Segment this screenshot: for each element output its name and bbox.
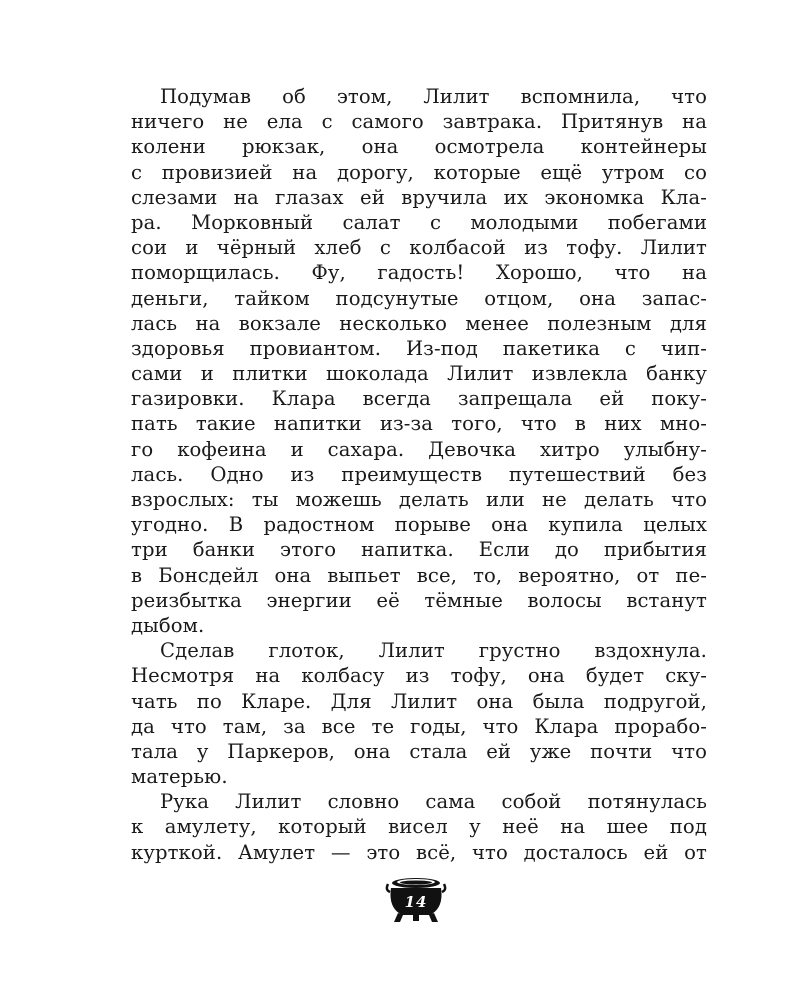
- text-line: лась. Одно из преимуществ путешествий без: [131, 462, 707, 486]
- text-line: пать такие напитки из-за того, что в них мно-: [131, 412, 707, 436]
- text-line: к амулету, который висел у неё на шее под: [131, 815, 707, 839]
- text-line: реизбытка энергии её тёмные волосы встанут: [131, 588, 707, 612]
- text-line: курткой. Амулет — это всё, что досталось ей от: [131, 840, 707, 864]
- page-number-badge: [384, 874, 448, 924]
- text-line: да что там, за все те годы, что Клара прорабо-: [131, 714, 707, 738]
- text-line: чать по Кларе. Для Лилит она была подругой,: [131, 689, 707, 713]
- text-line: сои и чёрный хлеб с колбасой из тофу. Лилит: [131, 236, 707, 260]
- text-line: ра. Морковный салат с молодыми побегами: [131, 210, 707, 234]
- text-line: угодно. В радостном порыве она купила целых: [131, 513, 707, 537]
- text-line: го кофеина и сахара. Девочка хитро улыбну-: [131, 437, 707, 461]
- text-line: тала у Паркеров, она стала ей уже почти что: [131, 739, 707, 763]
- body-text: [131, 84, 707, 865]
- text-line: лась на вокзале несколько менее полезным для: [131, 311, 707, 335]
- text-line: взрослых: ты можешь делать или не делать что: [131, 488, 707, 511]
- text-line: сами и плитки шоколада Лилит извлекла банку: [131, 362, 707, 386]
- page-number: 14: [404, 893, 428, 911]
- text-line: три банки этого напитка. Если до прибытия: [131, 538, 707, 562]
- text-line: деньги, тайком подсунутые отцом, она запас-: [131, 286, 707, 310]
- text-line: Подумав об этом, Лилит вспомнила, что: [160, 85, 707, 108]
- text-line: поморщилась. Фу, гадость! Хорошо, что на: [131, 261, 707, 285]
- text-line: Рука Лилит словно сама собой потянулась: [160, 790, 707, 814]
- text-line: слезами на глазах ей вручила их экономка Кла-: [131, 185, 707, 209]
- text-line: Несмотря на колбасу из тофу, она будет ску-: [131, 664, 707, 688]
- text-line: с провизией на дорогу, которые ещё утром со: [131, 160, 707, 184]
- text-line: газировки. Клара всегда запрещала ей поку-: [131, 387, 707, 411]
- text-line: ничего не ела с самого завтрака. Притянув на: [131, 110, 707, 134]
- text-line: дыбом.: [131, 613, 205, 637]
- text-line: Сделав глоток, Лилит грустно вздохнула.: [160, 639, 707, 663]
- text-line: матерью.: [131, 765, 228, 789]
- text-line: в Бонсдейл она выпьет все, то, вероятно, от пе-: [131, 563, 707, 587]
- text-line: колени рюкзак, она осмотрела контейнеры: [131, 135, 707, 159]
- text-line: здоровья провиантом. Из-под пакетика с чип-: [131, 336, 707, 360]
